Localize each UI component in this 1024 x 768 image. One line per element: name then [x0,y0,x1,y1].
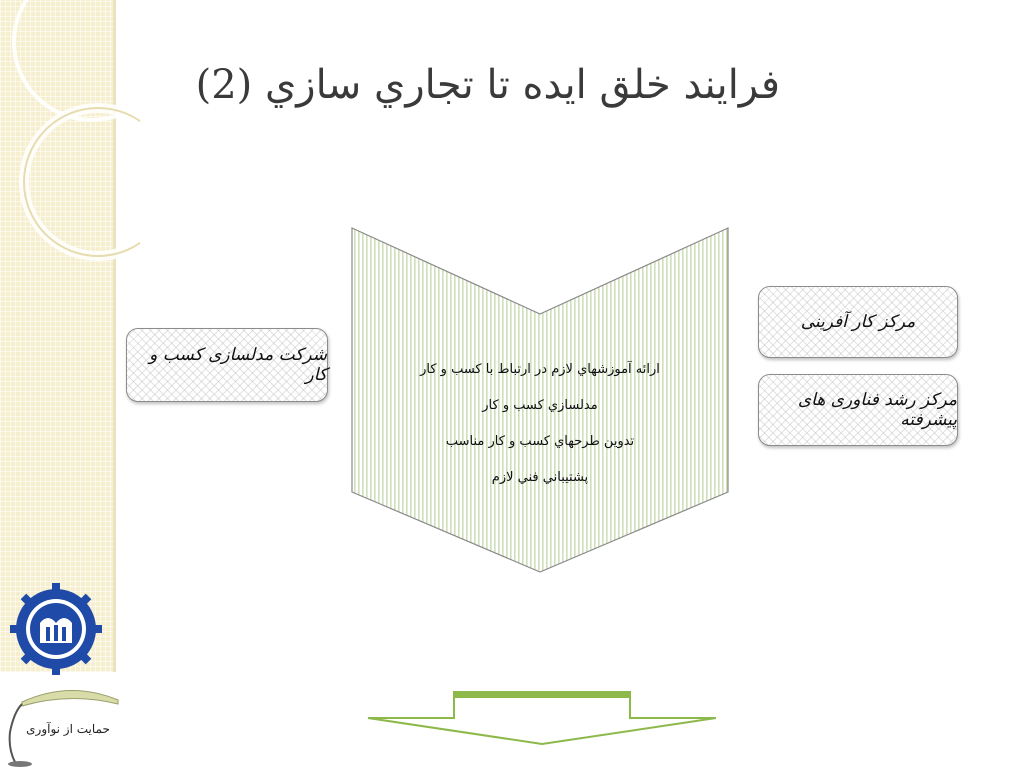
center-line: پشتيباني فني لازم [491,470,589,485]
tech-incubator-label: مرکز رشد فناوری های پیشرفته [797,390,957,430]
center-line: مدلسازي كسب و كار [482,398,598,413]
umbrella-icon [0,672,125,768]
business-modeling-company-box [126,328,328,402]
university-gear-emblem-icon [10,583,102,675]
down-arrow-icon [366,690,718,746]
entrepreneurship-center-label: مرکز کار آفرینی [800,312,916,332]
decorative-circles [0,0,140,300]
tech-incubator-box [758,374,958,446]
center-line: ارائه آموزشهاي لازم در ارتباط با كسب و كار [420,362,660,377]
entrepreneurship-center-box [758,286,958,358]
footer-caption: حمایت از نوآوری [26,722,110,736]
business-modeling-company-label: شرکت مدلسازی کسب و کار [149,345,327,385]
slide-title: فرايند خلق ايده تا تجاري سازي (2) [195,62,780,108]
center-line: تدوين طرحهاي كسب و كار مناسب [445,434,635,449]
center-services-list [380,352,700,496]
